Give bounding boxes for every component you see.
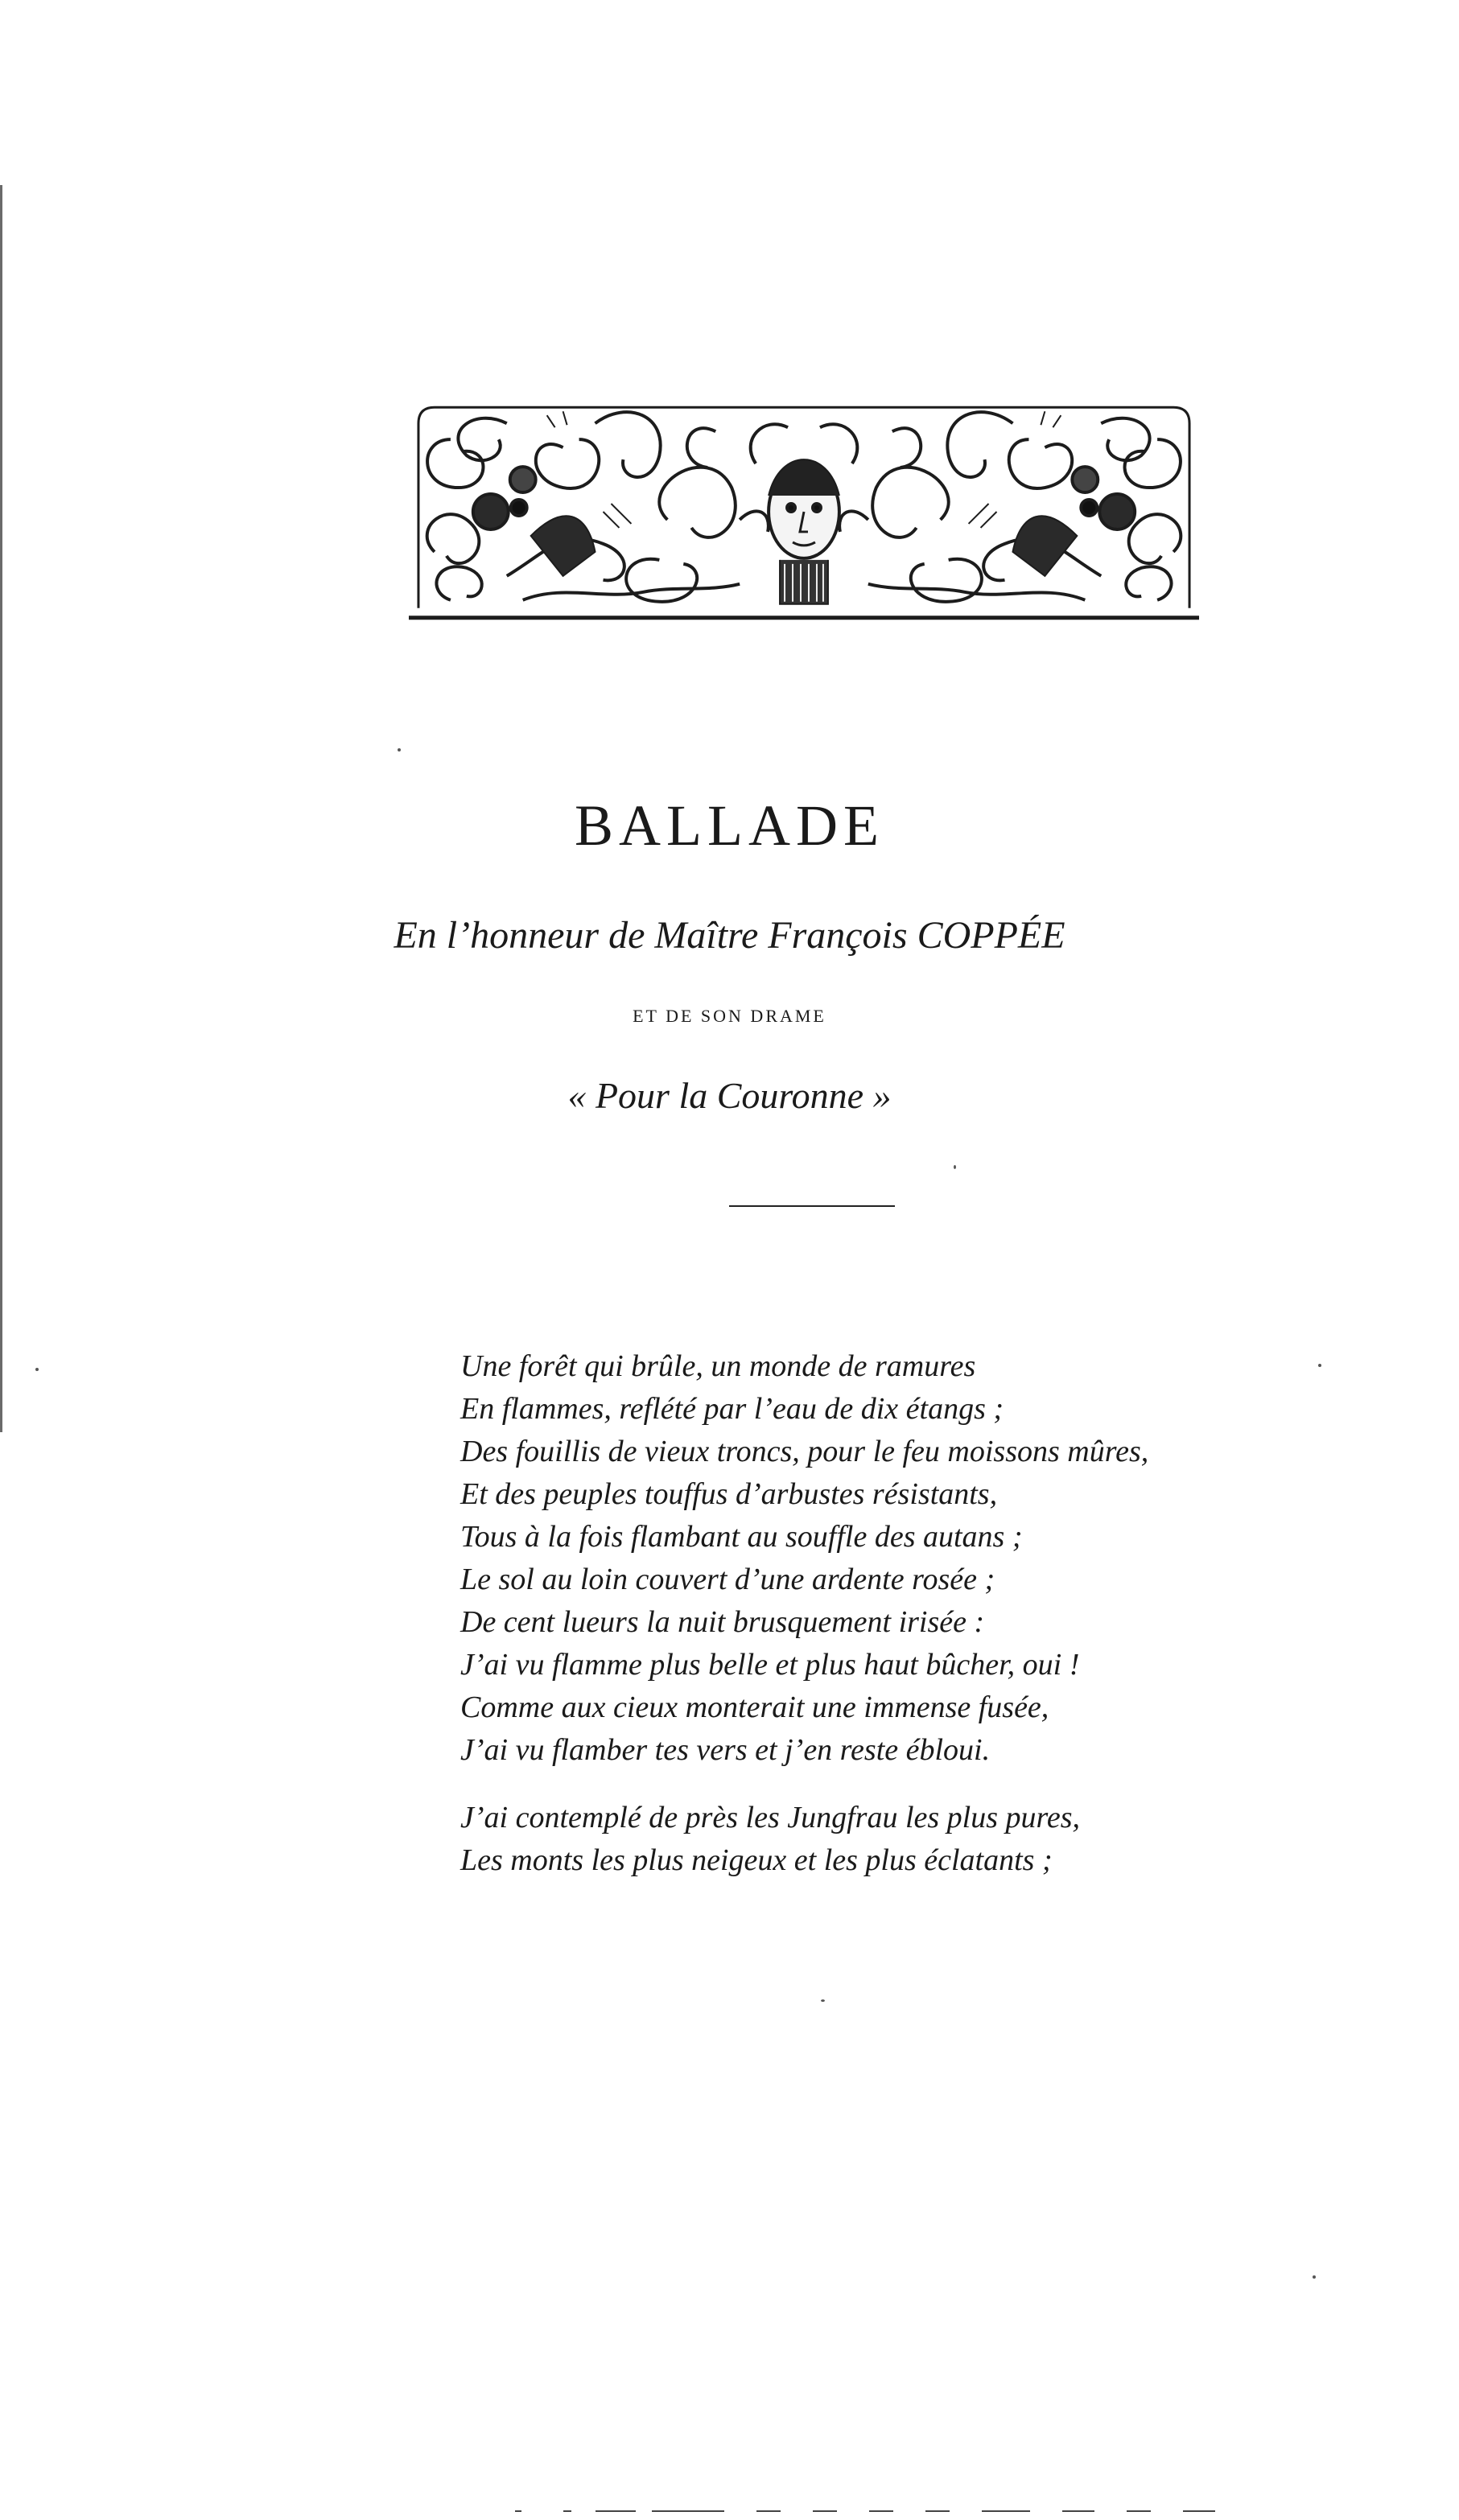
verse-line: Comme aux cieux monterait une immense fusée,: [460, 1690, 1049, 1724]
print-speck: [398, 748, 401, 751]
stanza: [460, 1797, 1346, 1882]
verse-line: Tous à la fois flambant au souffle des autans ;: [460, 1520, 1023, 1554]
poem-title: BALLADE: [575, 793, 884, 858]
verse-line: J’ai contemplé de près les Jungfrau les plus pures,: [460, 1801, 1081, 1834]
print-speck: [954, 1165, 956, 1169]
verse-line: Les monts les plus neigeux et les plus éclatants ;: [460, 1843, 1053, 1877]
print-speck: [35, 1368, 39, 1371]
verse-line: Et des peuples touffus d’arbustes résistants,: [460, 1477, 998, 1511]
verse-line: Le sol au loin couvert d’une ardente rosée ;: [460, 1563, 995, 1596]
verse-line: De cent lueurs la nuit brusquement irisée :: [460, 1605, 985, 1639]
print-speck: [821, 1999, 825, 2002]
verse-line: Une forêt qui brûle, un monde de ramures: [460, 1349, 976, 1383]
page-bottom-rule-marks: [515, 2509, 1239, 2514]
verse-line: J’ai vu flamme plus belle et plus haut bûcher, oui !: [460, 1648, 1080, 1682]
verse-line: Des fouillis de vieux troncs, pour le feu moissons mûres,: [460, 1435, 1149, 1468]
separator-rule: [729, 1205, 895, 1207]
poem-body: [460, 1345, 1346, 1907]
dedication-subtitle: En l’honneur de Maître François COPPÉE: [394, 914, 1065, 957]
play-title: « Pour la Couronne »: [567, 1075, 892, 1116]
print-speck: [1313, 2275, 1316, 2279]
ornamental-headpiece: [402, 391, 1206, 624]
stanza: [460, 1345, 1346, 1772]
dedication-small-caps: ET DE SON DRAME: [633, 1006, 826, 1026]
verse-line: En flammes, reflété par l’eau de dix étangs ;: [460, 1392, 1004, 1426]
verse-line: J’ai vu flamber tes vers et j’en reste ébloui.: [460, 1733, 991, 1767]
